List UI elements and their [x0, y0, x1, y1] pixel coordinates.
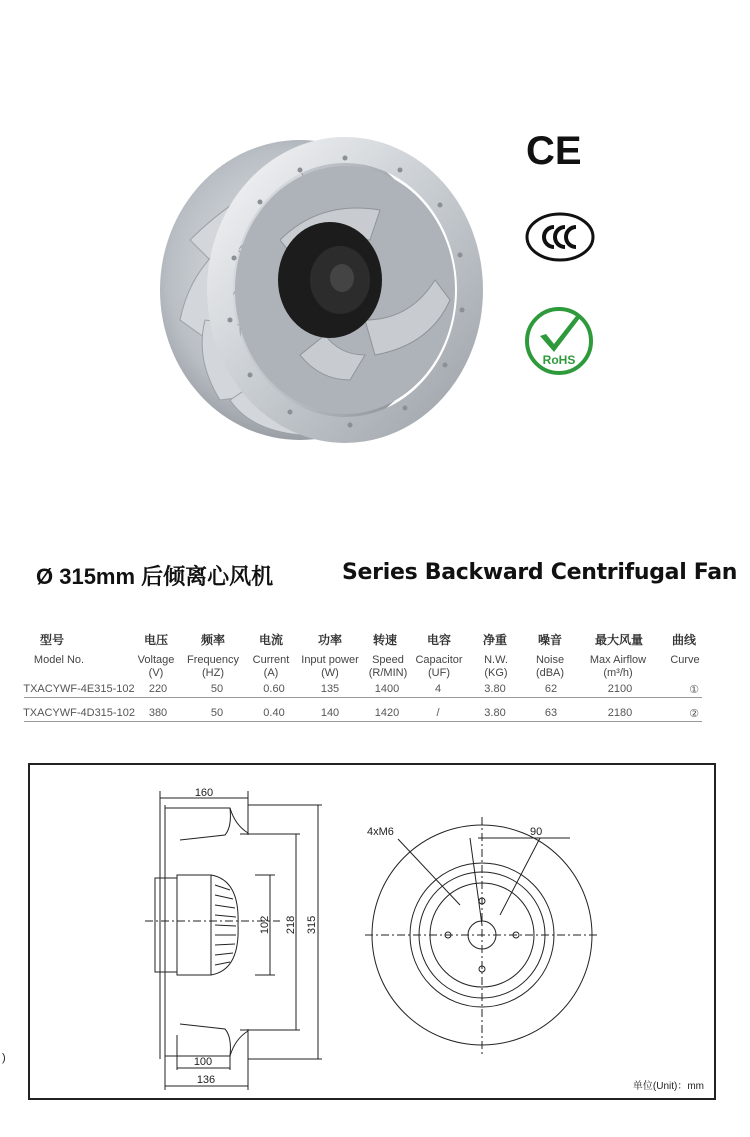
cell-airflow: 2100 [607, 683, 633, 695]
header-en-speed: Speed (R/MIN) [368, 654, 408, 679]
header-cn-voltage: 电压 [143, 633, 169, 647]
dim-angle: 90 [530, 826, 543, 838]
header-en-current: Current (A) [252, 654, 290, 679]
header-en-power: Input power (W) [301, 654, 359, 679]
cell-speed: 1400 [374, 683, 400, 695]
row-divider [24, 721, 702, 722]
product-photo [150, 130, 490, 450]
cell-airflow: 2180 [607, 707, 633, 719]
header-en-curve: Curve [670, 654, 700, 666]
dim-height-mid: 218 [285, 915, 297, 935]
header-en-noise: Noise (dBA) [535, 654, 565, 679]
cell-power: 135 [320, 683, 340, 695]
svg-text:RoHS: RoHS [542, 353, 576, 367]
header-cn-curve: 曲线 [671, 633, 697, 647]
header-cn-model: 型号 [39, 633, 65, 647]
header-cn-power: 功率 [317, 633, 343, 647]
cell-frequency: 50 [210, 683, 224, 695]
header-en-voltage: Voltage (V) [137, 654, 175, 679]
dim-height-outer: 315 [306, 915, 318, 935]
stray-mark: ) [2, 1052, 6, 1064]
cell-curve: ② [689, 708, 699, 720]
dim-bottom-inner: 100 [193, 1056, 213, 1068]
header-cn-speed: 转速 [372, 633, 398, 647]
cell-noise: 62 [544, 683, 558, 695]
ccc-mark-icon [524, 210, 598, 264]
header-cn-frequency: 频率 [200, 633, 226, 647]
unit-label: 单位(Unit)：mm [632, 1081, 704, 1092]
header-cn-weight: 净重 [482, 633, 508, 647]
cell-current: 0.40 [263, 707, 285, 719]
header-en-model: Model No. [33, 654, 85, 666]
title-english: Series Backward Centrifugal Fan [342, 560, 738, 585]
dim-height-inner: 102 [259, 915, 271, 935]
cell-power: 140 [320, 707, 340, 719]
spec-table [24, 628, 714, 728]
header-en-frequency: Frequency (HZ) [187, 654, 239, 679]
header-en-capacitor: Capacitor (UF) [415, 654, 463, 679]
cell-model: TXACYWF-4D315-102 [23, 707, 135, 719]
cell-curve: ① [689, 684, 699, 696]
cell-voltage: 380 [148, 707, 168, 719]
header-cn-airflow: 最大风量 [594, 633, 644, 647]
ce-mark-icon [524, 128, 584, 170]
dim-top-width: 160 [194, 787, 214, 799]
cell-frequency: 50 [210, 707, 224, 719]
header-cn-noise: 噪音 [537, 633, 563, 647]
header-en-airflow: Max Airflow (m³/h) [589, 654, 647, 679]
dimension-drawing [28, 763, 716, 1100]
rohs-mark-icon [524, 306, 594, 376]
cell-voltage: 220 [148, 683, 168, 695]
title-row [36, 560, 738, 594]
svg-text:CE: CE [526, 129, 582, 170]
cell-weight: 3.80 [484, 707, 506, 719]
cell-capacitor: 4 [434, 683, 442, 695]
cell-speed: 1420 [374, 707, 400, 719]
header-en-weight: N.W. (KG) [484, 654, 508, 679]
cell-model: TXACYWF-4E315-102 [23, 683, 135, 695]
dim-holes: 4xM6 [367, 826, 394, 838]
dim-bottom-outer: 136 [196, 1074, 216, 1086]
title-chinese: Ø 315mm 后倾离心风机 [36, 564, 274, 589]
cell-noise: 63 [544, 707, 558, 719]
header-cn-current: 电流 [258, 633, 284, 647]
header-cn-capacitor: 电容 [426, 633, 452, 647]
cell-weight: 3.80 [484, 683, 506, 695]
cell-capacitor: / [436, 707, 440, 719]
row-divider [24, 697, 702, 698]
cell-current: 0.60 [263, 683, 285, 695]
